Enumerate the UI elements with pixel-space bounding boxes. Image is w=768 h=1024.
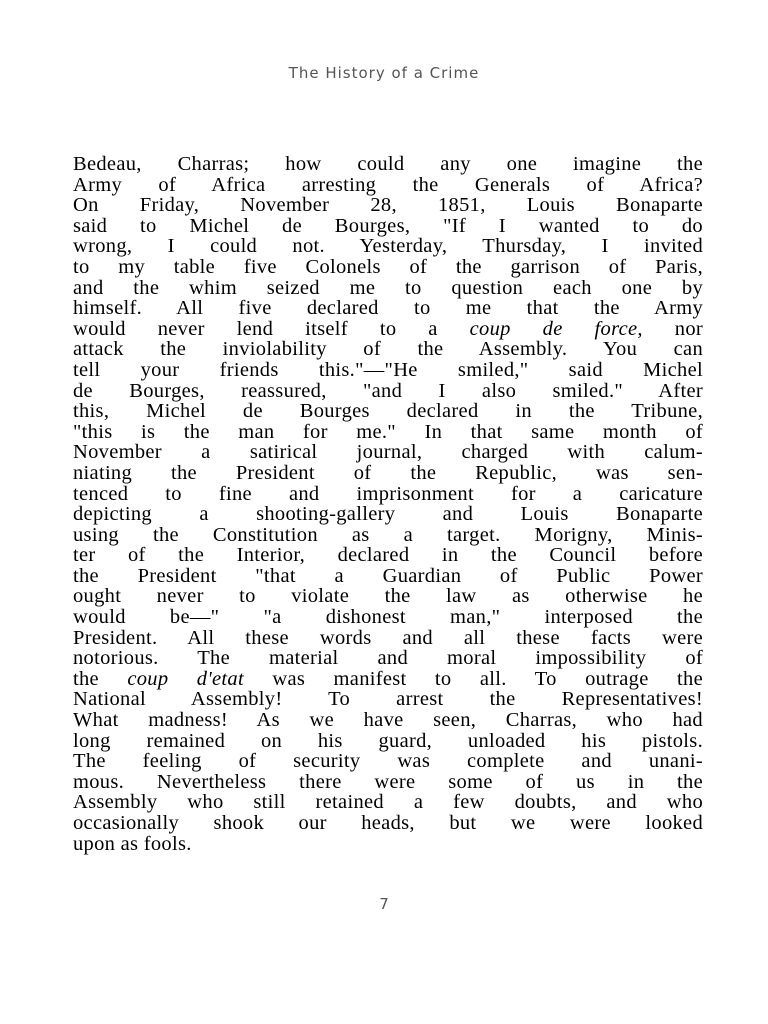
text-line: notorious. The material and moral impossibility of <box>73 647 703 670</box>
text-line: ter of the Interior, declared in the Council before <box>73 544 703 567</box>
italic-phrase: coup de force, <box>469 317 643 340</box>
text-line: tenced to fine and imprisonment for a caricature <box>73 482 703 505</box>
page-number: 7 <box>379 895 389 913</box>
text-line: National Assembly! To arrest the Representatives! <box>73 688 703 711</box>
text-line: this, Michel de Bourges declared in the Tribune, <box>73 400 703 423</box>
text-line: ought never to violate the law as otherwise he <box>73 585 703 608</box>
text-line: Army of Africa arresting the Generals of Africa? <box>73 173 703 196</box>
text-line: upon as fools. <box>73 832 192 855</box>
text-line <box>73 669 703 690</box>
text-line: November a satirical journal, charged with calum- <box>73 441 703 464</box>
running-header: The History of a Crime <box>288 64 480 82</box>
text-line <box>73 319 703 340</box>
text-line: Bedeau, Charras; how could any one imagine the <box>73 153 703 175</box>
text-line: de Bourges, reassured, "and I also smiled." After <box>73 379 703 402</box>
text-line: Assembly who still retained a few doubts, and who <box>73 791 703 814</box>
text-line: occasionally shook our heads, but we were looked <box>73 812 703 834</box>
text-segment: the <box>73 667 128 690</box>
italic-phrase: coup d'etat <box>127 667 244 690</box>
text-line: said to Michel de Bourges, "If I wanted to do <box>73 214 703 237</box>
text-line: niating the President of the Republic, was sen- <box>73 461 703 484</box>
text-line: himself. All five declared to me that the Army <box>73 297 703 320</box>
text-line: What madness! As we have seen, Charras, who had <box>73 709 703 732</box>
text-line: long remained on his guard, unloaded his pistols. <box>73 729 703 752</box>
text-line: On Friday, November 28, 1851, Louis Bonaparte <box>73 194 703 217</box>
text-line: the President "that a Guardian of Public Power <box>73 564 703 587</box>
text-line: depicting a shooting-gallery and Louis Bonaparte <box>73 503 703 526</box>
text-line: would be—" "a dishonest man," interposed the <box>73 606 703 629</box>
text-line: wrong, I could not. Yesterday, Thursday, I invited <box>73 235 703 258</box>
text-line: tell your friends this."—"He smiled," said Michel <box>73 358 703 381</box>
text-line: The feeling of security was complete and unani- <box>73 750 703 773</box>
text-line: to my table five Colonels of the garrison of Paris, <box>73 255 703 278</box>
text-line: attack the inviolability of the Assembly. You can <box>73 338 703 361</box>
text-segment: was manifest to all. To outrage the <box>243 667 703 690</box>
text-line: and the whim seized me to question each one by <box>73 276 703 299</box>
text-line: mous. Nevertheless there were some of us in the <box>73 770 703 793</box>
text-line: using the Constitution as a target. Morigny, Minis- <box>73 523 703 546</box>
text-line: "this is the man for me." In that same month of <box>73 420 703 443</box>
text-line: President. All these words and all these facts were <box>73 626 703 649</box>
text-segment: would never lend itself to a <box>73 317 470 340</box>
body-paragraph <box>73 154 703 854</box>
text-segment: nor <box>642 317 703 340</box>
